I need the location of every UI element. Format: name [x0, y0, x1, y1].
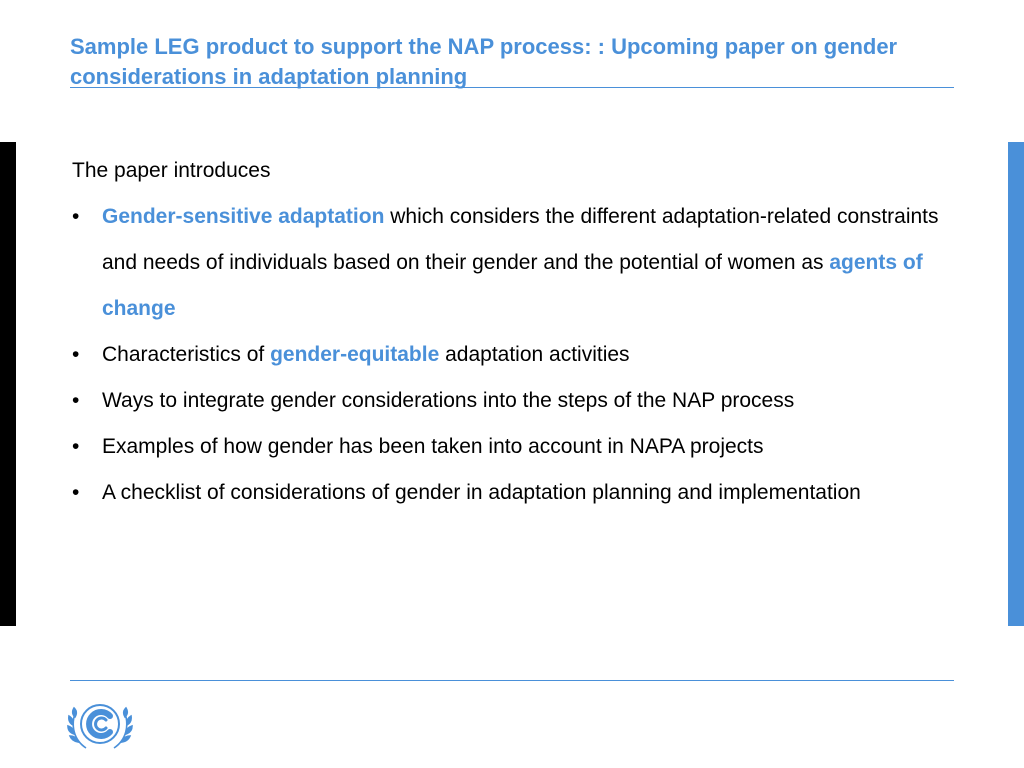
bullet-item-5 [72, 470, 952, 516]
bullet-text: Examples of how gender has been taken into account in NAPA projects [102, 435, 764, 458]
slide-title: Sample LEG product to support the NAP process: : Upcoming paper on gender considerations in adaptation planning [70, 34, 898, 89]
title-divider [70, 87, 954, 88]
footer-divider [70, 680, 954, 681]
bullet-item-2 [72, 332, 952, 378]
right-accent-bar [1008, 142, 1024, 626]
intro-text: The paper introduces [72, 159, 271, 182]
highlight-agents-of-change: agents of change [102, 251, 923, 320]
highlight-gender-sensitive: Gender-sensitive adaptation [102, 205, 385, 228]
bullet-text: A checklist of considerations of gender in adaptation planning and implementation [102, 481, 861, 504]
bullet-item-1 [72, 194, 952, 332]
slide-body [72, 148, 952, 516]
bullet-item-4 [72, 424, 952, 470]
bullet-text: Ways to integrate gender considerations into the steps of the NAP process [102, 389, 795, 412]
unfccc-logo-icon [66, 696, 134, 756]
left-accent-bar [0, 142, 16, 626]
highlight-gender-equitable: gender-equitable [270, 343, 440, 366]
bullet-text: Characteristics of [102, 343, 271, 366]
bullet-list [72, 194, 952, 516]
bullet-text: adaptation activities [439, 343, 630, 366]
bullet-text: which considers the different adaptation-related constraints and needs of individuals based on their gender and the potential of women as [102, 205, 939, 274]
bullet-item-3 [72, 378, 952, 424]
